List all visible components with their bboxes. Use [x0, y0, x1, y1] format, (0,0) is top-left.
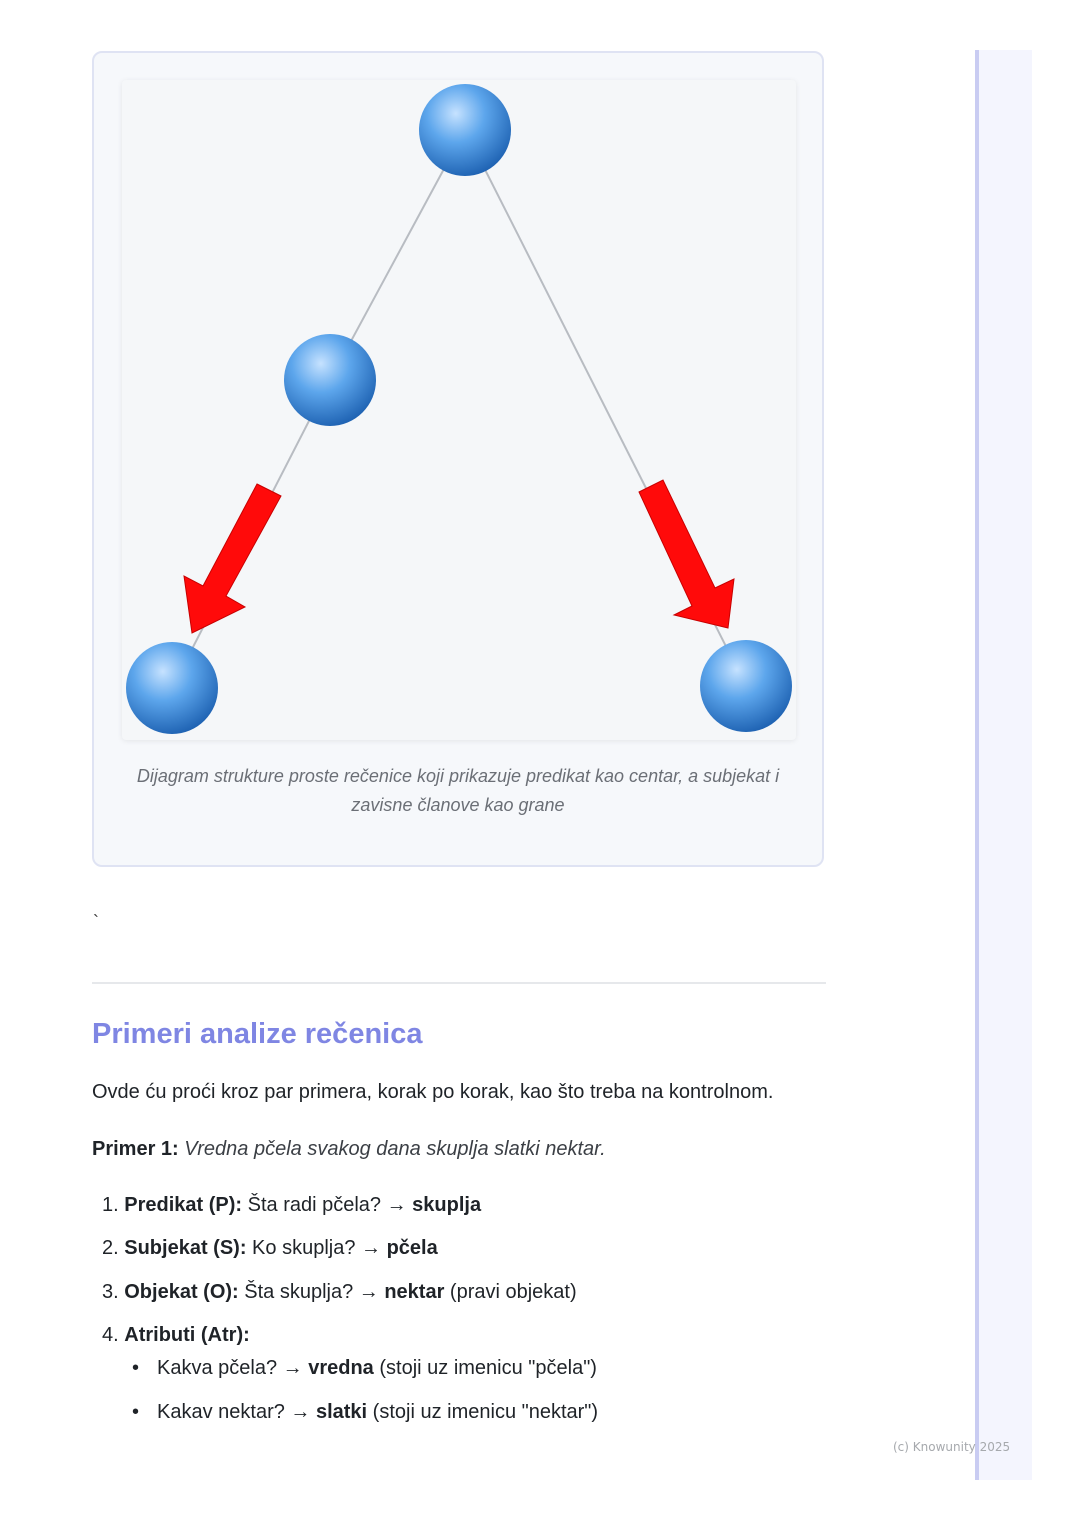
step-term: Subjekat (S): [124, 1237, 247, 1259]
attribute-note: (stoji uz imenicu "pčela") [373, 1357, 597, 1379]
step-item [102, 1234, 438, 1262]
step-note: (pravi objekat) [444, 1281, 577, 1303]
node-subject [284, 334, 376, 426]
arrow-right [639, 480, 734, 628]
example-label: Primer 1: [92, 1138, 179, 1160]
attribute-item [132, 1354, 597, 1382]
step-answer: nektar [384, 1281, 445, 1303]
section-intro: Ovde ću proći kroz par primera, korak po korak, kao što treba na kontrolnom. [92, 1081, 774, 1103]
figure-caption: Dijagram strukture proste rečenice koji prikazuje predikat kao centar, a subjekat i zavisne članove kao grane [136, 766, 780, 815]
step-number: 4. [102, 1324, 119, 1346]
section-divider [92, 982, 826, 984]
step-answer: pčela [386, 1237, 438, 1259]
copyright-footer: (c) Knowunity 2025 [893, 1440, 1011, 1454]
stray-mark: ` [93, 912, 99, 932]
example-sentence [92, 1135, 606, 1163]
section-title: Primeri analize rečenica [92, 1018, 423, 1050]
step-question: Šta radi pčela? → [242, 1194, 413, 1216]
node-predicate [419, 84, 511, 176]
bullet-dot: • [132, 1401, 140, 1423]
step-number: 3. [102, 1281, 119, 1303]
step-term: Predikat (P): [124, 1194, 243, 1216]
step-term: Atributi (Atr): [124, 1324, 250, 1346]
node-left-leaf [126, 642, 218, 734]
step-number: 1. [102, 1194, 119, 1216]
attribute-item [132, 1398, 598, 1426]
sentence-structure-diagram [122, 80, 796, 740]
attribute-question: Kakav nektar? → [157, 1401, 316, 1423]
step-question: Šta skuplja? → [238, 1281, 385, 1303]
side-panel [975, 50, 1032, 1480]
node-right-leaf [700, 640, 792, 732]
attribute-note: (stoji uz imenicu "nektar") [367, 1401, 599, 1423]
step-term: Objekat (O): [124, 1281, 239, 1303]
bullet-dot: • [132, 1357, 140, 1379]
arrow-left [184, 484, 281, 633]
attribute-answer: slatki [315, 1401, 368, 1423]
step-item [102, 1278, 577, 1306]
attribute-answer: vredna [308, 1357, 374, 1379]
step-item [102, 1321, 250, 1349]
example-text: Vredna pčela svakog dana skuplja slatki nektar. [184, 1138, 606, 1160]
step-answer: skuplja [412, 1194, 482, 1216]
diagram-svg [122, 80, 796, 740]
step-item [102, 1191, 481, 1219]
step-question: Ko skuplja? → [246, 1237, 387, 1259]
step-number: 2. [102, 1237, 119, 1259]
attribute-question: Kakva pčela? → [157, 1357, 309, 1379]
